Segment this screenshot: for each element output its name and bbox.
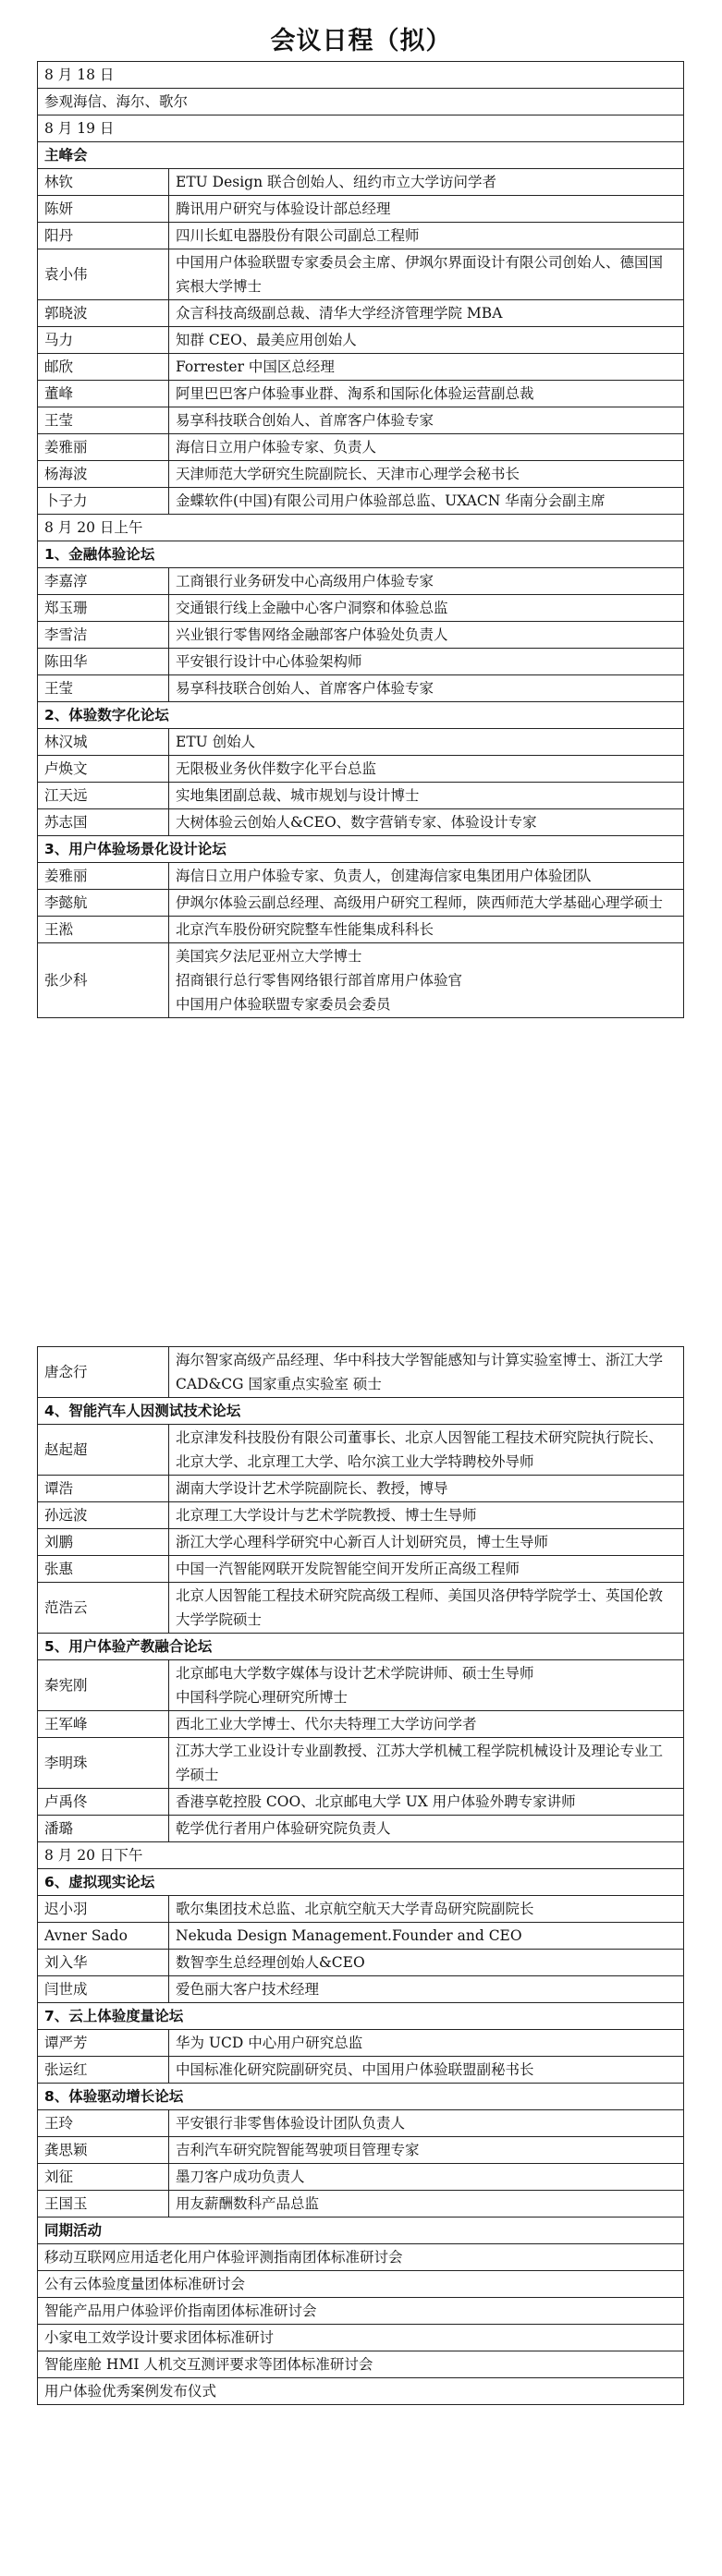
speaker-row [38, 943, 684, 1018]
speaker-row [38, 863, 684, 890]
speaker-title: 北京邮电大学数字媒体与设计艺术学院讲师、硕士生导师 中国科学院心理研究所博士 [169, 1660, 684, 1711]
speaker-name: 杨海波 [38, 461, 169, 488]
speaker-row [38, 2191, 684, 2218]
speaker-title: 腾讯用户研究与体验设计部总经理 [169, 196, 684, 223]
speaker-name: 郑玉珊 [38, 595, 169, 622]
speaker-row [38, 649, 684, 675]
speaker-row [38, 2057, 684, 2084]
date-row [38, 1842, 684, 1869]
speaker-title: 歌尔集团技术总监、北京航空航天大学青岛研究院副院长 [169, 1896, 684, 1923]
speaker-title: 实地集团副总裁、城市规划与设计博士 [169, 783, 684, 809]
speaker-name: 秦宪刚 [38, 1660, 169, 1711]
speaker-title: 北京理工大学设计与艺术学院教授、博士生导师 [169, 1502, 684, 1529]
speaker-title: 江苏大学工业设计专业副教授、江苏大学机械工程学院机械设计及理论专业工学硕士 [169, 1738, 684, 1789]
date-row [38, 115, 684, 142]
speaker-row [38, 595, 684, 622]
speaker-title: 平安银行设计中心体验架构师 [169, 649, 684, 675]
speaker-name: 唐念行 [38, 1347, 169, 1398]
section-title: 同期活动 [38, 2218, 684, 2244]
speaker-name: 闫世成 [38, 1976, 169, 2003]
schedule-note: 移动互联网应用适老化用户体验评测指南团体标准研讨会 [38, 2244, 684, 2271]
speaker-row [38, 917, 684, 943]
date-row [38, 89, 684, 115]
speaker-name: 江天远 [38, 783, 169, 809]
speaker-row [38, 300, 684, 327]
speaker-title: 众言科技高级副总裁、清华大学经济管理学院 MBA [169, 300, 684, 327]
speaker-name: 谭浩 [38, 1476, 169, 1502]
speaker-name: 陈妍 [38, 196, 169, 223]
speaker-row [38, 1556, 684, 1583]
speaker-name: 王国玉 [38, 2191, 169, 2218]
speaker-name: 张惠 [38, 1556, 169, 1583]
section-title: 8、体验驱动增长论坛 [38, 2084, 684, 2110]
speaker-name: 林钦 [38, 169, 169, 196]
speaker-title: 工商银行业务研发中心高级用户体验专家 [169, 568, 684, 595]
speaker-name: 姜雅丽 [38, 863, 169, 890]
speaker-title: ETU 创始人 [169, 729, 684, 756]
speaker-row [38, 2110, 684, 2137]
speaker-name: 姜雅丽 [38, 434, 169, 461]
date-row [38, 515, 684, 541]
speaker-name: 李嘉淳 [38, 568, 169, 595]
speaker-row [38, 1425, 684, 1476]
speaker-row [38, 1476, 684, 1502]
schedule-note: 公有云体验度量团体标准研讨会 [38, 2271, 684, 2298]
speaker-row [38, 2030, 684, 2057]
speaker-title: 交通银行线上金融中心客户洞察和体验总监 [169, 595, 684, 622]
speaker-title: 天津师范大学研究生院副院长、天津市心理学会秘书长 [169, 461, 684, 488]
speaker-name: 李明珠 [38, 1738, 169, 1789]
speaker-name: Avner Sado [38, 1923, 169, 1950]
speaker-name: 卜子力 [38, 488, 169, 515]
date-row [38, 2351, 684, 2378]
speaker-row [38, 1347, 684, 1398]
speaker-name: 刘征 [38, 2164, 169, 2191]
speaker-row [38, 407, 684, 434]
speaker-title: 无限极业务伙伴数字化平台总监 [169, 756, 684, 783]
schedule-table-page-1 [37, 61, 684, 1018]
schedule-note: 参观海信、海尔、歌尔 [38, 89, 684, 115]
speaker-row [38, 809, 684, 836]
speaker-name: 林汉城 [38, 729, 169, 756]
speaker-title: 北京人因智能工程技术研究院高级工程师、美国贝洛伊特学院学士、英国伦敦大学学院硕士 [169, 1583, 684, 1634]
speaker-name: 王淞 [38, 917, 169, 943]
speaker-name: 郭晓波 [38, 300, 169, 327]
speaker-title: 北京汽车股份研究院整车性能集成科科长 [169, 917, 684, 943]
speaker-row [38, 756, 684, 783]
speaker-name: 王玲 [38, 2110, 169, 2137]
date-row [38, 2298, 684, 2325]
speaker-row [38, 1789, 684, 1816]
speaker-title: 北京津发科技股份有限公司董事长、北京人因智能工程技术研究院执行院长、北京大学、北京理工大学、哈尔滨工业大学特聘校外导师 [169, 1425, 684, 1476]
speaker-name: 王莹 [38, 407, 169, 434]
section-header-row [38, 1634, 684, 1660]
speaker-name: 张少科 [38, 943, 169, 1018]
page-title: 会议日程（拟） [270, 27, 452, 55]
date-row [38, 2325, 684, 2351]
speaker-title: 阿里巴巴客户体验事业群、淘系和国际化体验运营副总裁 [169, 381, 684, 407]
speaker-row [38, 890, 684, 917]
speaker-title: 四川长虹电器股份有限公司副总工程师 [169, 223, 684, 249]
speaker-row [38, 2137, 684, 2164]
section-title: 1、金融体验论坛 [38, 541, 684, 568]
speaker-title: 美国宾夕法尼亚州立大学博士 招商银行总行零售网络银行部首席用户体验官 中国用户体验联盟专家委员会委员 [169, 943, 684, 1018]
speaker-title: 浙江大学心理科学研究中心新百人计划研究员，博士生导师 [169, 1529, 684, 1556]
speaker-row [38, 568, 684, 595]
section-title: 5、用户体验产教融合论坛 [38, 1634, 684, 1660]
speaker-name: 李懿航 [38, 890, 169, 917]
schedule-note: 小家电工效学设计要求团体标准研讨 [38, 2325, 684, 2351]
speaker-name: 李雪洁 [38, 622, 169, 649]
speaker-title: 数智孪生总经理创始人&CEO [169, 1950, 684, 1976]
speaker-row [38, 729, 684, 756]
speaker-title: 中国一汽智能网联开发院智能空间开发所正高级工程师 [169, 1556, 684, 1583]
speaker-title: 兴业银行零售网络金融部客户体验处负责人 [169, 622, 684, 649]
speaker-title: 金蝶软件(中国)有限公司用户体验部总监、UXACN 华南分会副主席 [169, 488, 684, 515]
section-header-row [38, 2003, 684, 2030]
speaker-title: 用友薪酬数科产品总监 [169, 2191, 684, 2218]
speaker-name: 范浩云 [38, 1583, 169, 1634]
speaker-row [38, 434, 684, 461]
speaker-name: 谭严芳 [38, 2030, 169, 2057]
section-title: 6、虚拟现实论坛 [38, 1869, 684, 1896]
speaker-title: 海信日立用户体验专家、负责人，创建海信家电集团用户体验团队 [169, 863, 684, 890]
speaker-row [38, 1923, 684, 1950]
speaker-name: 阳丹 [38, 223, 169, 249]
date-row [38, 2244, 684, 2271]
date-row [38, 2378, 684, 2405]
speaker-title: 西北工业大学博士、代尔夫特理工大学访问学者 [169, 1711, 684, 1738]
section-header-row [38, 836, 684, 863]
schedule-note: 8 月 20 日下午 [38, 1842, 684, 1869]
speaker-title: 中国标准化研究院副研究员、中国用户体验联盟副秘书长 [169, 2057, 684, 2084]
speaker-title: 吉利汽车研究院智能驾驶项目管理专家 [169, 2137, 684, 2164]
speaker-row [38, 461, 684, 488]
section-header-row [38, 541, 684, 568]
section-title: 主峰会 [38, 142, 684, 169]
speaker-title: 易享科技联合创始人、首席客户体验专家 [169, 675, 684, 702]
speaker-name: 苏志国 [38, 809, 169, 836]
section-title: 2、体验数字化论坛 [38, 702, 684, 729]
speaker-row [38, 783, 684, 809]
speaker-name: 刘鹏 [38, 1529, 169, 1556]
speaker-title: 平安银行非零售体验设计团队负责人 [169, 2110, 684, 2137]
section-title: 4、智能汽车人因测试技术论坛 [38, 1398, 684, 1425]
speaker-title: 大树体验云创始人&CEO、数字营销专家、体验设计专家 [169, 809, 684, 836]
speaker-title: 海尔智家高级产品经理、华中科技大学智能感知与计算实验室博士、浙江大学 CAD&CG 国家重点实验室 硕士 [169, 1347, 684, 1398]
speaker-name: 王莹 [38, 675, 169, 702]
speaker-name: 卢焕文 [38, 756, 169, 783]
speaker-title: 乾学优行者用户体验研究院负责人 [169, 1816, 684, 1842]
speaker-row [38, 1738, 684, 1789]
section-header-row [38, 1398, 684, 1425]
speaker-row [38, 249, 684, 300]
speaker-title: 伊飒尔体验云副总经理、高级用户研究工程师，陕西师范大学基础心理学硕士 [169, 890, 684, 917]
speaker-row [38, 196, 684, 223]
speaker-title: ETU Design 联合创始人、纽约市立大学访问学者 [169, 169, 684, 196]
speaker-row [38, 1660, 684, 1711]
speaker-row [38, 327, 684, 354]
speaker-name: 潘璐 [38, 1816, 169, 1842]
speaker-name: 龚思颖 [38, 2137, 169, 2164]
speaker-name: 陈田华 [38, 649, 169, 675]
speaker-name: 张运红 [38, 2057, 169, 2084]
speaker-name: 马力 [38, 327, 169, 354]
speaker-title: 易享科技联合创始人、首席客户体验专家 [169, 407, 684, 434]
section-title: 3、用户体验场景化设计论坛 [38, 836, 684, 863]
speaker-row [38, 675, 684, 702]
section-header-row [38, 142, 684, 169]
schedule-note: 智能座舱 HMI 人机交互测评要求等团体标准研讨会 [38, 2351, 684, 2378]
section-title: 7、云上体验度量论坛 [38, 2003, 684, 2030]
speaker-title: 海信日立用户体验专家、负责人 [169, 434, 684, 461]
speaker-row [38, 354, 684, 381]
speaker-name: 刘入华 [38, 1950, 169, 1976]
speaker-title: Nekuda Design Management.Founder and CEO [169, 1923, 684, 1950]
speaker-row [38, 1896, 684, 1923]
speaker-row [38, 1502, 684, 1529]
speaker-title: 爱色丽大客户技术经理 [169, 1976, 684, 2003]
schedule-note: 智能产品用户体验评价指南团体标准研讨会 [38, 2298, 684, 2325]
speaker-row [38, 2164, 684, 2191]
speaker-name: 袁小伟 [38, 249, 169, 300]
speaker-row [38, 1816, 684, 1842]
speaker-name: 卢禹佟 [38, 1789, 169, 1816]
speaker-name: 迟小羽 [38, 1896, 169, 1923]
section-header-row [38, 1869, 684, 1896]
speaker-title: 香港享乾控股 COO、北京邮电大学 UX 用户体验外聘专家讲师 [169, 1789, 684, 1816]
section-header-row [38, 702, 684, 729]
speaker-name: 王军峰 [38, 1711, 169, 1738]
schedule-table-page-2 [37, 1346, 684, 2405]
schedule-note: 8 月 19 日 [38, 115, 684, 142]
schedule-note: 用户体验优秀案例发布仪式 [38, 2378, 684, 2405]
speaker-row [38, 223, 684, 249]
speaker-row [38, 1711, 684, 1738]
speaker-title: 湖南大学设计艺术学院副院长、教授，博导 [169, 1476, 684, 1502]
date-row [38, 2271, 684, 2298]
speaker-title: 华为 UCD 中心用户研究总监 [169, 2030, 684, 2057]
speaker-name: 孙远波 [38, 1502, 169, 1529]
speaker-name: 邮欣 [38, 354, 169, 381]
speaker-title: 知群 CEO、最美应用创始人 [169, 327, 684, 354]
speaker-row [38, 1529, 684, 1556]
speaker-row [38, 1583, 684, 1634]
speaker-name: 赵起超 [38, 1425, 169, 1476]
speaker-title: 中国用户体验联盟专家委员会主席、伊飒尔界面设计有限公司创始人、德国国宾根大学博士 [169, 249, 684, 300]
section-header-row [38, 2218, 684, 2244]
date-row [38, 62, 684, 89]
speaker-row [38, 1950, 684, 1976]
schedule-note: 8 月 20 日上午 [38, 515, 684, 541]
speaker-row [38, 1976, 684, 2003]
speaker-title: Forrester 中国区总经理 [169, 354, 684, 381]
speaker-row [38, 381, 684, 407]
speaker-row [38, 622, 684, 649]
speaker-name: 董峰 [38, 381, 169, 407]
schedule-note: 8 月 18 日 [38, 62, 684, 89]
speaker-row [38, 488, 684, 515]
section-header-row [38, 2084, 684, 2110]
speaker-row [38, 169, 684, 196]
speaker-title: 墨刀客户成功负责人 [169, 2164, 684, 2191]
